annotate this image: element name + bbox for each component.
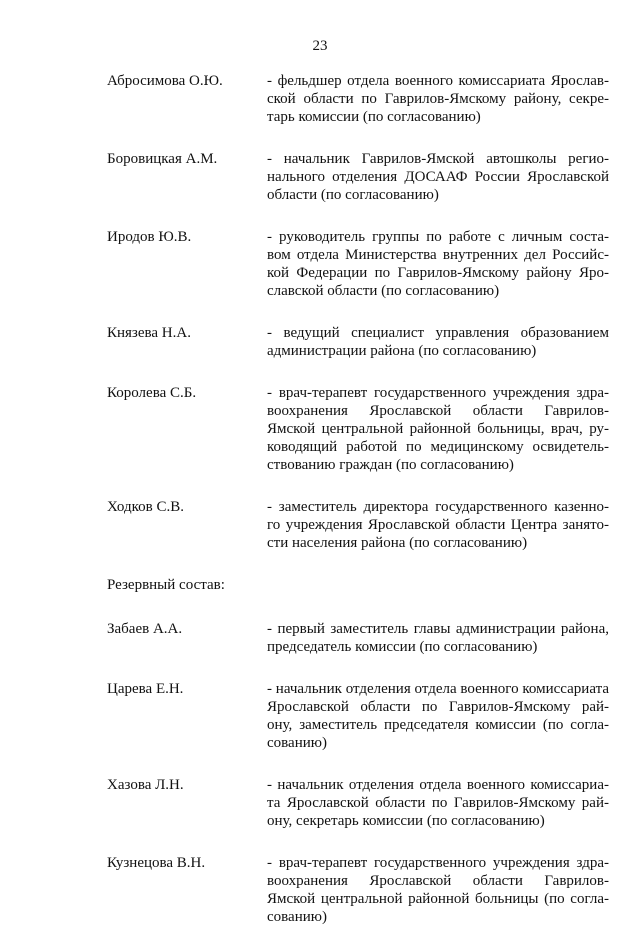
description-line: нального отделения ДОСААФ России Ярославской (267, 169, 609, 185)
description-line: - ведущий специалист управления образованием (267, 325, 609, 341)
member-entry (107, 384, 609, 474)
member-name: Кузнецова В.Н. (107, 855, 206, 871)
member-name: Забаев А.А. (107, 621, 183, 637)
commission-list (107, 72, 609, 950)
main-members-list (107, 72, 609, 552)
member-description (267, 680, 609, 752)
member-description (267, 324, 609, 360)
description-line: - руководитель группы по работе с личным соста- (267, 229, 609, 245)
description-line: - фельдшер отдела военного комиссариата Ярослав- (267, 73, 609, 89)
description-line: администрации района (по согласованию) (267, 343, 537, 359)
member-entry (107, 854, 609, 926)
description-line: славской области (по согласованию) (267, 283, 500, 299)
description-line: ской области по Гаврилов-Ямскому району, секре- (267, 91, 609, 107)
description-line: - начальник отделения отдела военного комиссариата (267, 681, 609, 697)
description-line: сованию) (267, 735, 327, 751)
reserve-section-label: Резервный состав: (107, 577, 225, 593)
member-description (267, 498, 609, 552)
description-line: ствованию граждан (по согласованию) (267, 457, 514, 473)
description-line: воохранения Ярославской области Гаврилов- (267, 403, 609, 419)
description-line: - первый заместитель главы администрации района, (267, 621, 609, 637)
member-description (267, 854, 609, 926)
member-description (267, 384, 609, 474)
description-line: Ярославской области по Гаврилов-Ямскому рай- (267, 699, 609, 715)
member-entry (107, 228, 609, 300)
description-line: го учреждения Ярославской области Центра занято- (267, 517, 609, 533)
member-entry (107, 498, 609, 552)
description-line: - врач-терапевт государственного учреждения здра- (267, 855, 609, 871)
member-description (267, 620, 609, 656)
member-entry (107, 680, 609, 752)
member-name: Хазова Л.Н. (107, 777, 184, 793)
member-name: Иродов Ю.В. (107, 229, 192, 245)
member-description (267, 72, 609, 126)
member-name: Царева Е.Н. (107, 681, 184, 697)
page-number: 23 (312, 38, 328, 54)
member-description (267, 776, 609, 830)
member-entry (107, 150, 609, 204)
member-entry (107, 324, 609, 360)
member-description (267, 228, 609, 300)
member-entry (107, 776, 609, 830)
description-line: та Ярославской области по Гаврилов-Ямскому рай- (267, 795, 609, 811)
description-line: ону, заместитель председателя комиссии (по согла- (267, 717, 609, 733)
member-name: Ходков С.В. (107, 499, 184, 515)
member-entry (107, 72, 609, 126)
description-line: ководящий работой по медицинскому освидетель- (267, 439, 609, 455)
description-line: тарь комиссии (по согласованию) (267, 109, 481, 125)
description-line: вом отдела Министерства внутренних дел Российс- (267, 247, 609, 263)
description-line: ону, секретарь комиссии (по согласованию) (267, 813, 545, 829)
member-description (267, 150, 609, 204)
description-line: председатель комиссии (по согласованию) (267, 639, 538, 655)
member-entry (107, 620, 609, 656)
description-line: воохранения Ярославской области Гаврилов- (267, 873, 609, 889)
member-name: Князева Н.А. (107, 325, 191, 341)
member-name: Абросимова О.Ю. (107, 73, 223, 89)
description-line: сованию) (267, 909, 327, 925)
reserve-members-list (107, 620, 609, 926)
description-line: области (по согласованию) (267, 187, 439, 203)
description-line: Ямской центральной районной больницы (по согла- (267, 891, 609, 907)
description-line: - врач-терапевт государственного учреждения здра- (267, 385, 609, 401)
member-name: Королева С.Б. (107, 385, 197, 401)
description-line: сти населения района (по согласованию) (267, 535, 528, 551)
description-line: - начальник отделения отдела военного комиссариа- (267, 777, 609, 793)
member-name: Боровицкая А.М. (107, 151, 218, 167)
description-line: кой Федерации по Гаврилов-Ямскому району Яро- (267, 265, 609, 281)
description-line: Ямской центральной районной больницы, врач, ру- (267, 421, 609, 437)
description-line: - начальник Гаврилов-Ямской автошколы регио- (267, 151, 609, 167)
description-line: - заместитель директора государственного казенно- (267, 499, 609, 515)
